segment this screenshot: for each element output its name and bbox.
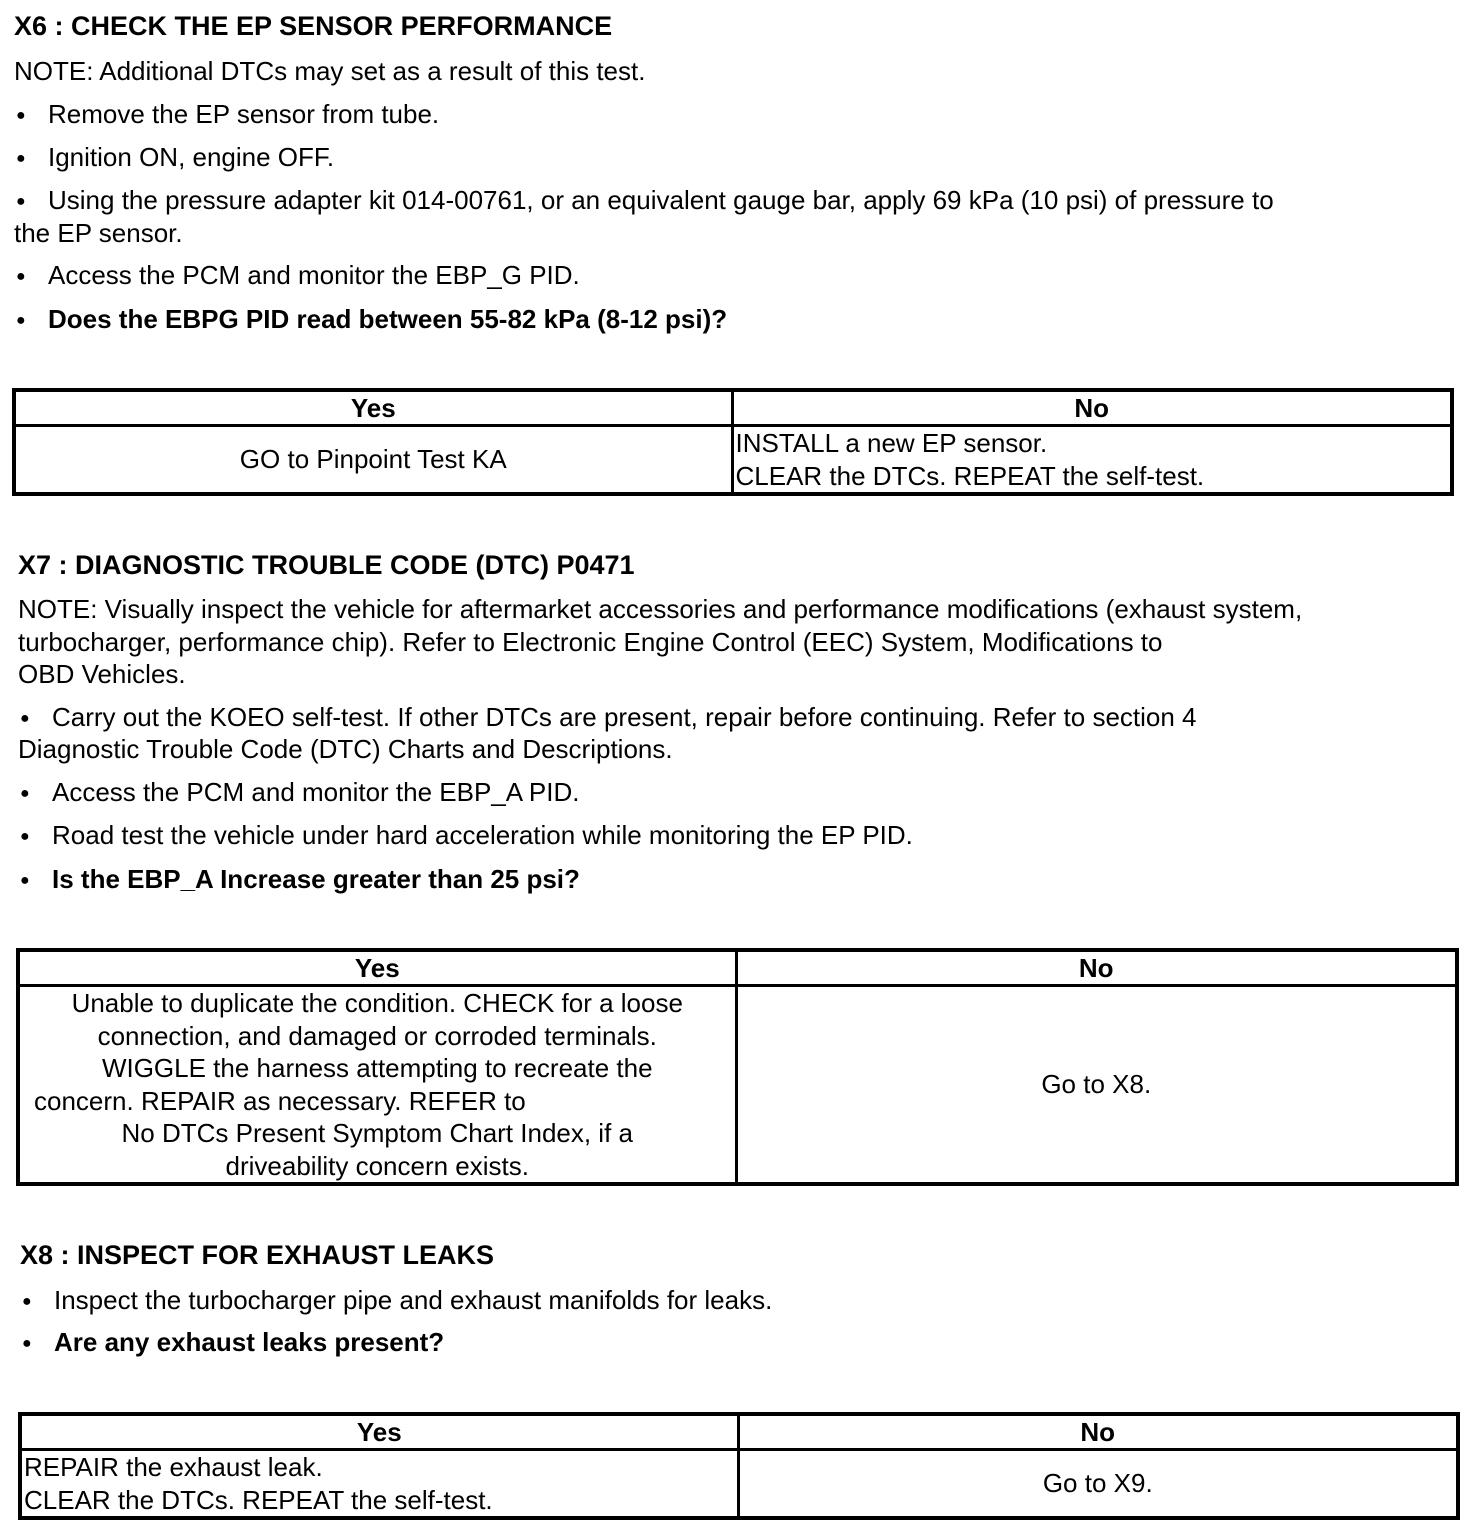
x7-no-cell: Go to X8. [736,986,1457,1185]
x8-heading [20,1239,494,1271]
x7-yes-line-1: Unable to duplicate the condition. CHECK for a loose [71,988,683,1018]
x7-yes-line-5: No DTCs Present Symptom Chart Index, if a [121,1118,633,1148]
x8-code: X8 [20,1240,54,1270]
x8-yes-cell [20,1450,738,1519]
x8-no-cell: Go to X9. [738,1450,1458,1519]
x6-no-header: No [732,390,1452,426]
x7-yes-cell [18,986,736,1185]
x6-step-2 [14,141,334,175]
x6-decision-table [12,388,1454,496]
x8-yes-line-2: CLEAR the DTCs. REPEAT the self-test. [24,1484,493,1515]
x7-step-1 [18,701,1197,735]
x6-no-cell [732,426,1452,495]
x8-yes-line-1: REPAIR the exhaust leak. [24,1452,323,1482]
x8-question-text: Are any exhaust leaks present? [54,1327,445,1357]
x7-step-2 [18,776,579,810]
x7-yes-line-2: connection, and damaged or corroded terminals. [97,1020,657,1051]
x6-no-line-1: INSTALL a new EP sensor. [735,428,1048,458]
x8-decision-table [18,1412,1460,1520]
x8-no-header: No [738,1414,1458,1450]
x6-step-3-text: Using the pressure adapter kit 014-00761, or an equivalent gauge bar, apply 69 kPa (10 psi) of pressure to [48,185,1274,215]
x7-note-line-2: turbocharger, performance chip). Refer to Electronic Engine Control (EEC) System, Modifications to [18,626,1163,657]
x6-no-line-2: CLEAR the DTCs. REPEAT the self-test. [735,460,1205,491]
x6-yes-cell: GO to Pinpoint Test KA [14,426,732,495]
x6-step-1-text: Remove the EP sensor from tube. [48,99,440,129]
x6-code: X6 [14,11,48,41]
x7-note-line-1: NOTE: Visually inspect the vehicle for aftermarket accessories and performance modifications (exhaust system, [18,594,1303,624]
x6-step-2-text: Ignition ON, engine OFF. [48,142,335,172]
x6-step-3-cont: the EP sensor. [14,218,183,248]
x6-note: NOTE: Additional DTCs may set as a result of this test. [14,56,646,86]
x6-yes-header: Yes [14,390,732,426]
x6-step-3 [14,184,1274,218]
x7-step-3 [18,819,913,853]
x8-step-1 [20,1284,772,1318]
x8-question [20,1326,444,1360]
x7-question-text: Is the EBP_A Increase greater than 25 psi? [52,864,580,894]
x6-question-text: Does the EBPG PID read between 55-82 kPa (8-12 psi)? [48,304,728,334]
x7-step-1-text: Carry out the KOEO self-test. If other DTCs are present, repair before continuing. Refer to section 4 [52,702,1197,732]
x7-code: X7 [18,550,52,580]
x6-title: : CHECK THE EP SENSOR PERFORMANCE [47,11,613,41]
x7-question [18,863,580,897]
x8-yes-header: Yes [20,1414,738,1450]
x7-step-1-cont: Diagnostic Trouble Code (DTC) Charts and Descriptions. [18,734,673,764]
x7-heading [18,549,635,581]
x6-step-4-text: Access the PCM and monitor the EBP_G PID. [48,260,580,290]
x7-step-2-text: Access the PCM and monitor the EBP_A PID. [52,777,580,807]
x7-no-header: No [736,950,1457,986]
x7-yes-line-3: WIGGLE the harness attempting to recreate the [101,1053,653,1083]
x8-step-1-text: Inspect the turbocharger pipe and exhaust manifolds for leaks. [54,1285,773,1315]
x7-step-3-text: Road test the vehicle under hard acceleration while monitoring the EP PID. [52,820,913,850]
x7-yes-line-6: driveability concern exists. [225,1150,529,1181]
x6-step-1 [14,98,439,132]
x8-title: : INSPECT FOR EXHAUST LEAKS [53,1240,495,1270]
x6-step-4 [14,259,580,293]
x7-yes-header: Yes [18,950,736,986]
x7-note [18,593,1458,691]
x6-heading [14,10,612,42]
x7-decision-table [16,948,1459,1186]
x7-yes-line-4: concern. REPAIR as necessary. REFER to [34,1085,526,1116]
x7-title: : DIAGNOSTIC TROUBLE CODE (DTC) P0471 [51,550,635,580]
x7-note-line-3: OBD Vehicles. [18,659,186,689]
x6-question [14,303,727,337]
